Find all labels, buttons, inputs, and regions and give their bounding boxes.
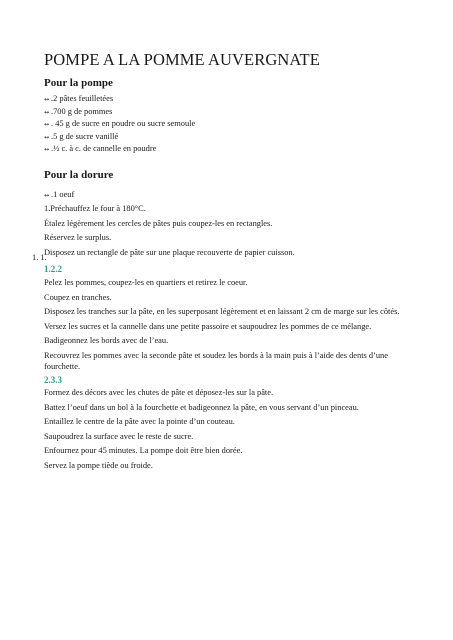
step-text: Recouvrez les pommes avec la seconde pâte et soudez les bords à la main puis à l’aide des dents d’une fourchette.	[44, 350, 388, 371]
subheading-1-2-2: 1.2.2	[44, 264, 62, 274]
list-item: ↔ . 45 g de sucre en poudre ou sucre semoule	[44, 118, 195, 131]
step-text: Enfournez pour 45 minutes. La pompe doit être bien dorée.	[44, 446, 243, 455]
list-item: ↔ .5 g de sucre vanillé	[44, 131, 195, 144]
section-heading-pompe: Pour la pompe	[44, 77, 113, 89]
steps-block-1	[44, 203, 414, 258]
section-heading-dorure: Pour la dorure	[44, 169, 114, 181]
bullet-arrow-icon: ↔	[44, 96, 50, 103]
step-text: Badigeonnez les bords avec de l’eau.	[44, 336, 169, 345]
step-text: Disposez les tranches sur la pâte, en les superposant légèrement et en laissant 2 cm de marge sur les côtés.	[44, 307, 400, 316]
step-text: Étalez légèrement les cercles de pâtes puis coupez-les en rectangles.	[44, 218, 273, 228]
ingredient-list-pompe	[44, 93, 195, 156]
list-item: ↔ .700 g de pommes	[44, 106, 195, 119]
list-item: ↔ .½ c. à c. de cannelle en poudre	[44, 143, 195, 156]
step-text: Pelez les pommes, coupez-les en quartiers et retirez le coeur.	[44, 278, 248, 287]
recipe-title: POMPE A LA POMME AUVERGNATE	[44, 50, 320, 69]
step-text: Servez la pompe tiède ou froide.	[44, 460, 153, 470]
step-text: Coupez en tranches.	[44, 292, 112, 302]
bullet-arrow-icon: ↔	[44, 146, 50, 153]
steps-block-2	[44, 277, 414, 372]
bullet-arrow-icon: ↔	[44, 121, 50, 128]
subheading-2-3-3: 2.3.3	[44, 375, 62, 385]
ingredient-list-dorure	[44, 189, 74, 202]
step-text: Formez des décors avec les chutes de pâte et déposez-les sur la pâte.	[44, 388, 274, 397]
step-text: Battez l’oeuf dans un bol à la fourchette et badigeonnez la pâte, en vous servant d’un pinceau.	[44, 402, 359, 412]
ordered-list-marker: 1. 1.	[32, 253, 47, 262]
step-text: Réservez le surplus.	[44, 233, 112, 242]
bullet-arrow-icon: ↔	[44, 108, 50, 116]
steps-block-3	[44, 387, 414, 471]
step-text: 1.Préchauffez le four à 180°C.	[44, 204, 146, 213]
bullet-arrow-icon: ↔	[44, 192, 50, 199]
step-text: Versez les sucres et la cannelle dans une petite passoire et saupoudrez les pommes de ce mélange.	[44, 321, 372, 331]
bullet-arrow-icon: ↔	[44, 133, 50, 141]
step-text: Disposez un rectangle de pâte sur une plaque recouverte de papier cuisson.	[44, 247, 295, 257]
step-text: Entaillez le centre de la pâte avec la pointe d’un couteau.	[44, 417, 235, 426]
step-text: Saupoudrez la surface avec le reste de sucre.	[44, 431, 194, 441]
list-item: ↔ .1 oeuf	[44, 189, 74, 202]
list-item: ↔ .2 pâtes feuilletées	[44, 93, 195, 106]
